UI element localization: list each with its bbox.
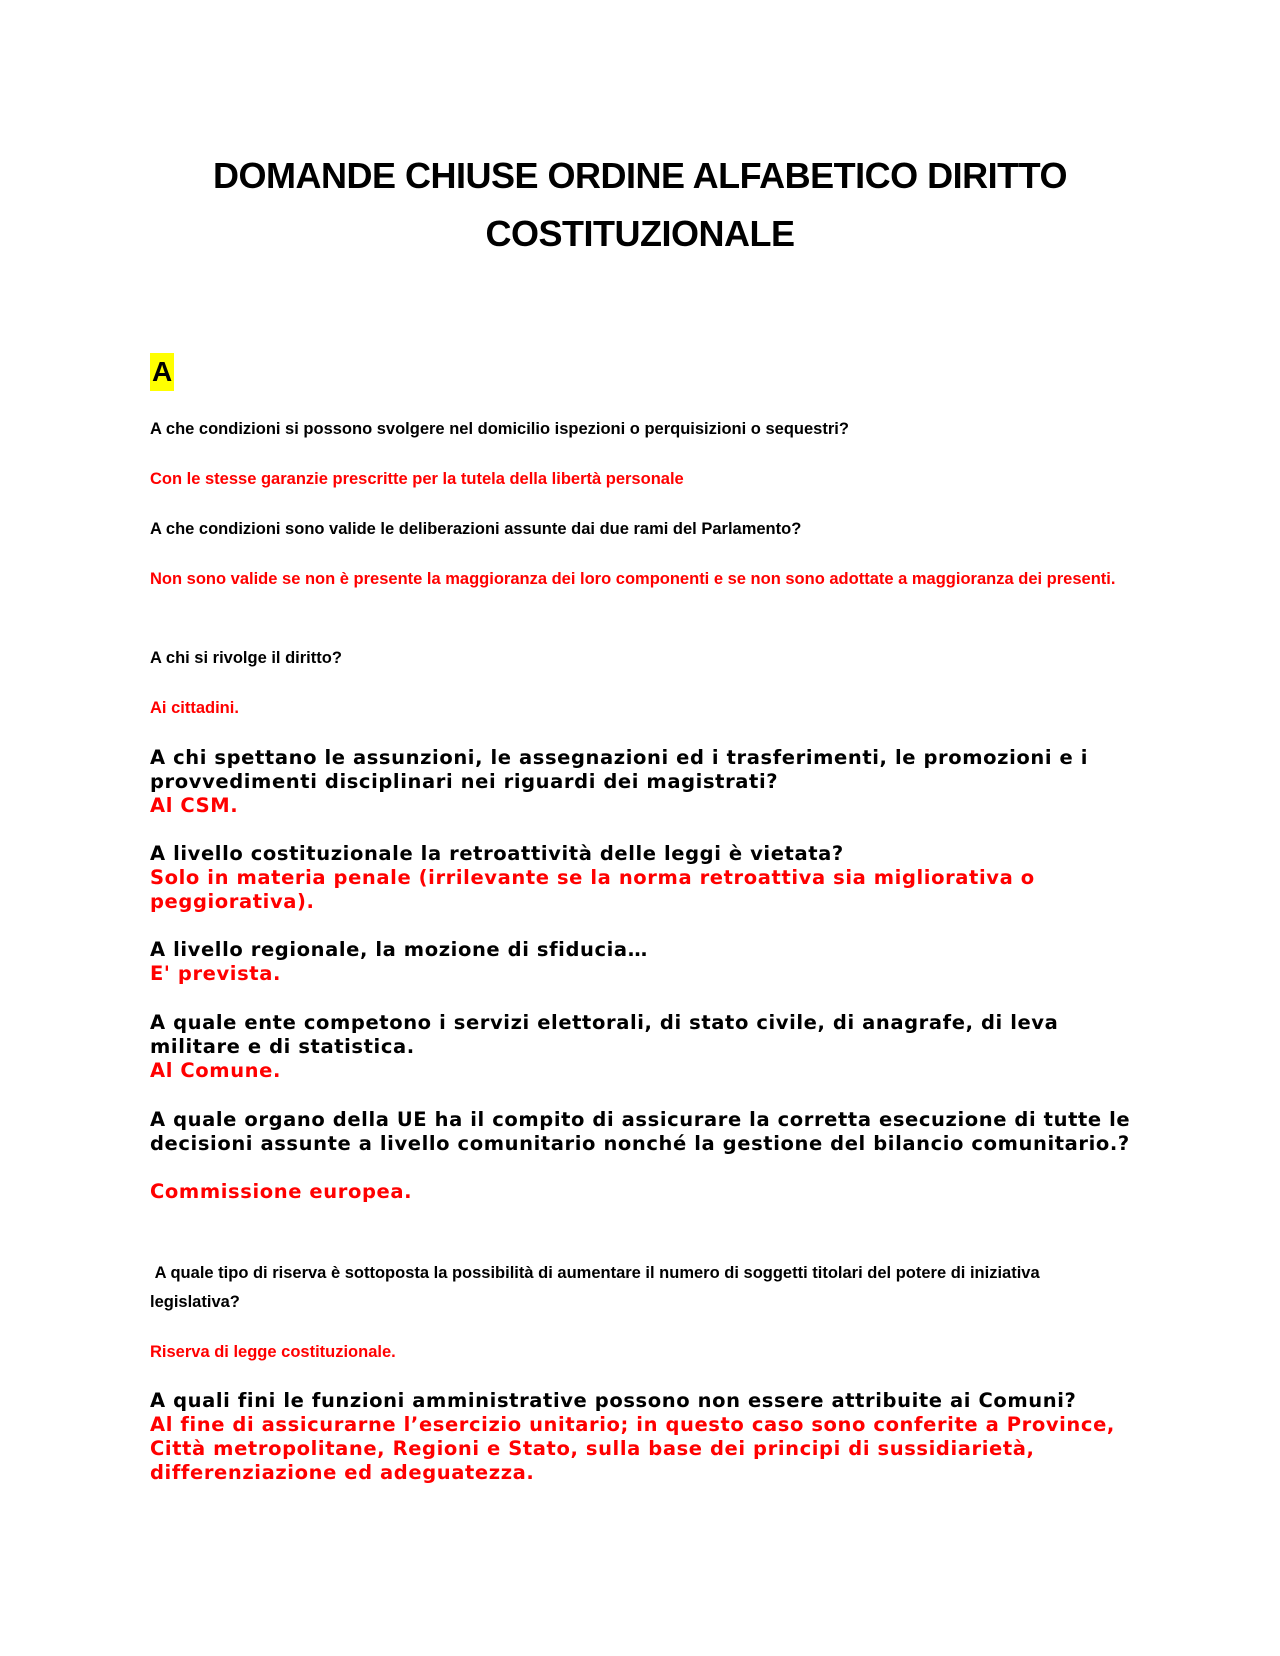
answer-3: Ai cittadini.: [150, 699, 239, 717]
question-8: A quale organo della UE ha il compito di assicurare la corretta esecuzione di tutte le decisioni assunte a livello comunitario nonché la gestione del bilancio comunitario.?: [150, 1108, 1131, 1155]
answer-9: Riserva di legge costituzionale.: [150, 1343, 396, 1361]
answer-10: Al fine di assicurarne l’esercizio unitario; in questo caso sono conferite a Province, Città metropolitane, Regioni e Stato, sulla base dei principi di sussidiarietà, differenziazione ed adeguatezza.: [150, 1413, 1115, 1484]
answer-4: Al CSM.: [150, 794, 239, 817]
question-1: A che condizioni si possono svolgere nel domicilio ispezioni o perquisizioni o sequestri?: [150, 420, 849, 438]
question-4: A chi spettano le assunzioni, le assegnazioni ed i trasferimenti, le promozioni e i provvedimenti disciplinari nei riguardi dei magistrati?: [150, 746, 1089, 793]
answer-5: Solo in materia penale (irrilevante se la norma retroattiva sia migliorativa o peggiorativa).: [150, 866, 1035, 913]
answer-1: Con le stesse garanzie prescritte per la tutela della libertà personale: [150, 470, 684, 488]
answer-6: E' prevista.: [150, 962, 281, 985]
title-line-1: DOMANDE CHIUSE ORDINE ALFABETICO DIRITTO: [212, 155, 1068, 196]
document-title: [150, 147, 1130, 263]
section-letter-highlight: A: [150, 353, 174, 391]
question-5: A livello costituzionale la retroattività delle leggi è vietata?: [150, 842, 844, 865]
question-10: A quali fini le funzioni amministrative possono non essere attribuite ai Comuni?: [150, 1389, 1077, 1412]
answer-2: Non sono valide se non è presente la maggioranza dei loro componenti e se non sono adottate a maggioranza dei presenti.: [150, 570, 1116, 588]
question-2: A che condizioni sono valide le deliberazioni assunte dai due rami del Parlamento?: [150, 520, 802, 538]
question-6: A livello regionale, la mozione di sfiducia…: [150, 938, 648, 961]
question-7: A quale ente competono i servizi elettorali, di stato civile, di anagrafe, di leva militare e di statistica.: [150, 1011, 1059, 1058]
answer-8: Commissione europea.: [150, 1180, 413, 1203]
question-9: A quale tipo di riserva è sottoposta la possibilità di aumentare il numero di soggetti titolari del potere di iniziativa legislativa?: [150, 1264, 1045, 1311]
question-3: A chi si rivolge il diritto?: [150, 649, 342, 667]
title-line-2: COSTITUZIONALE: [485, 213, 795, 254]
answer-7: Al Comune.: [150, 1059, 281, 1082]
